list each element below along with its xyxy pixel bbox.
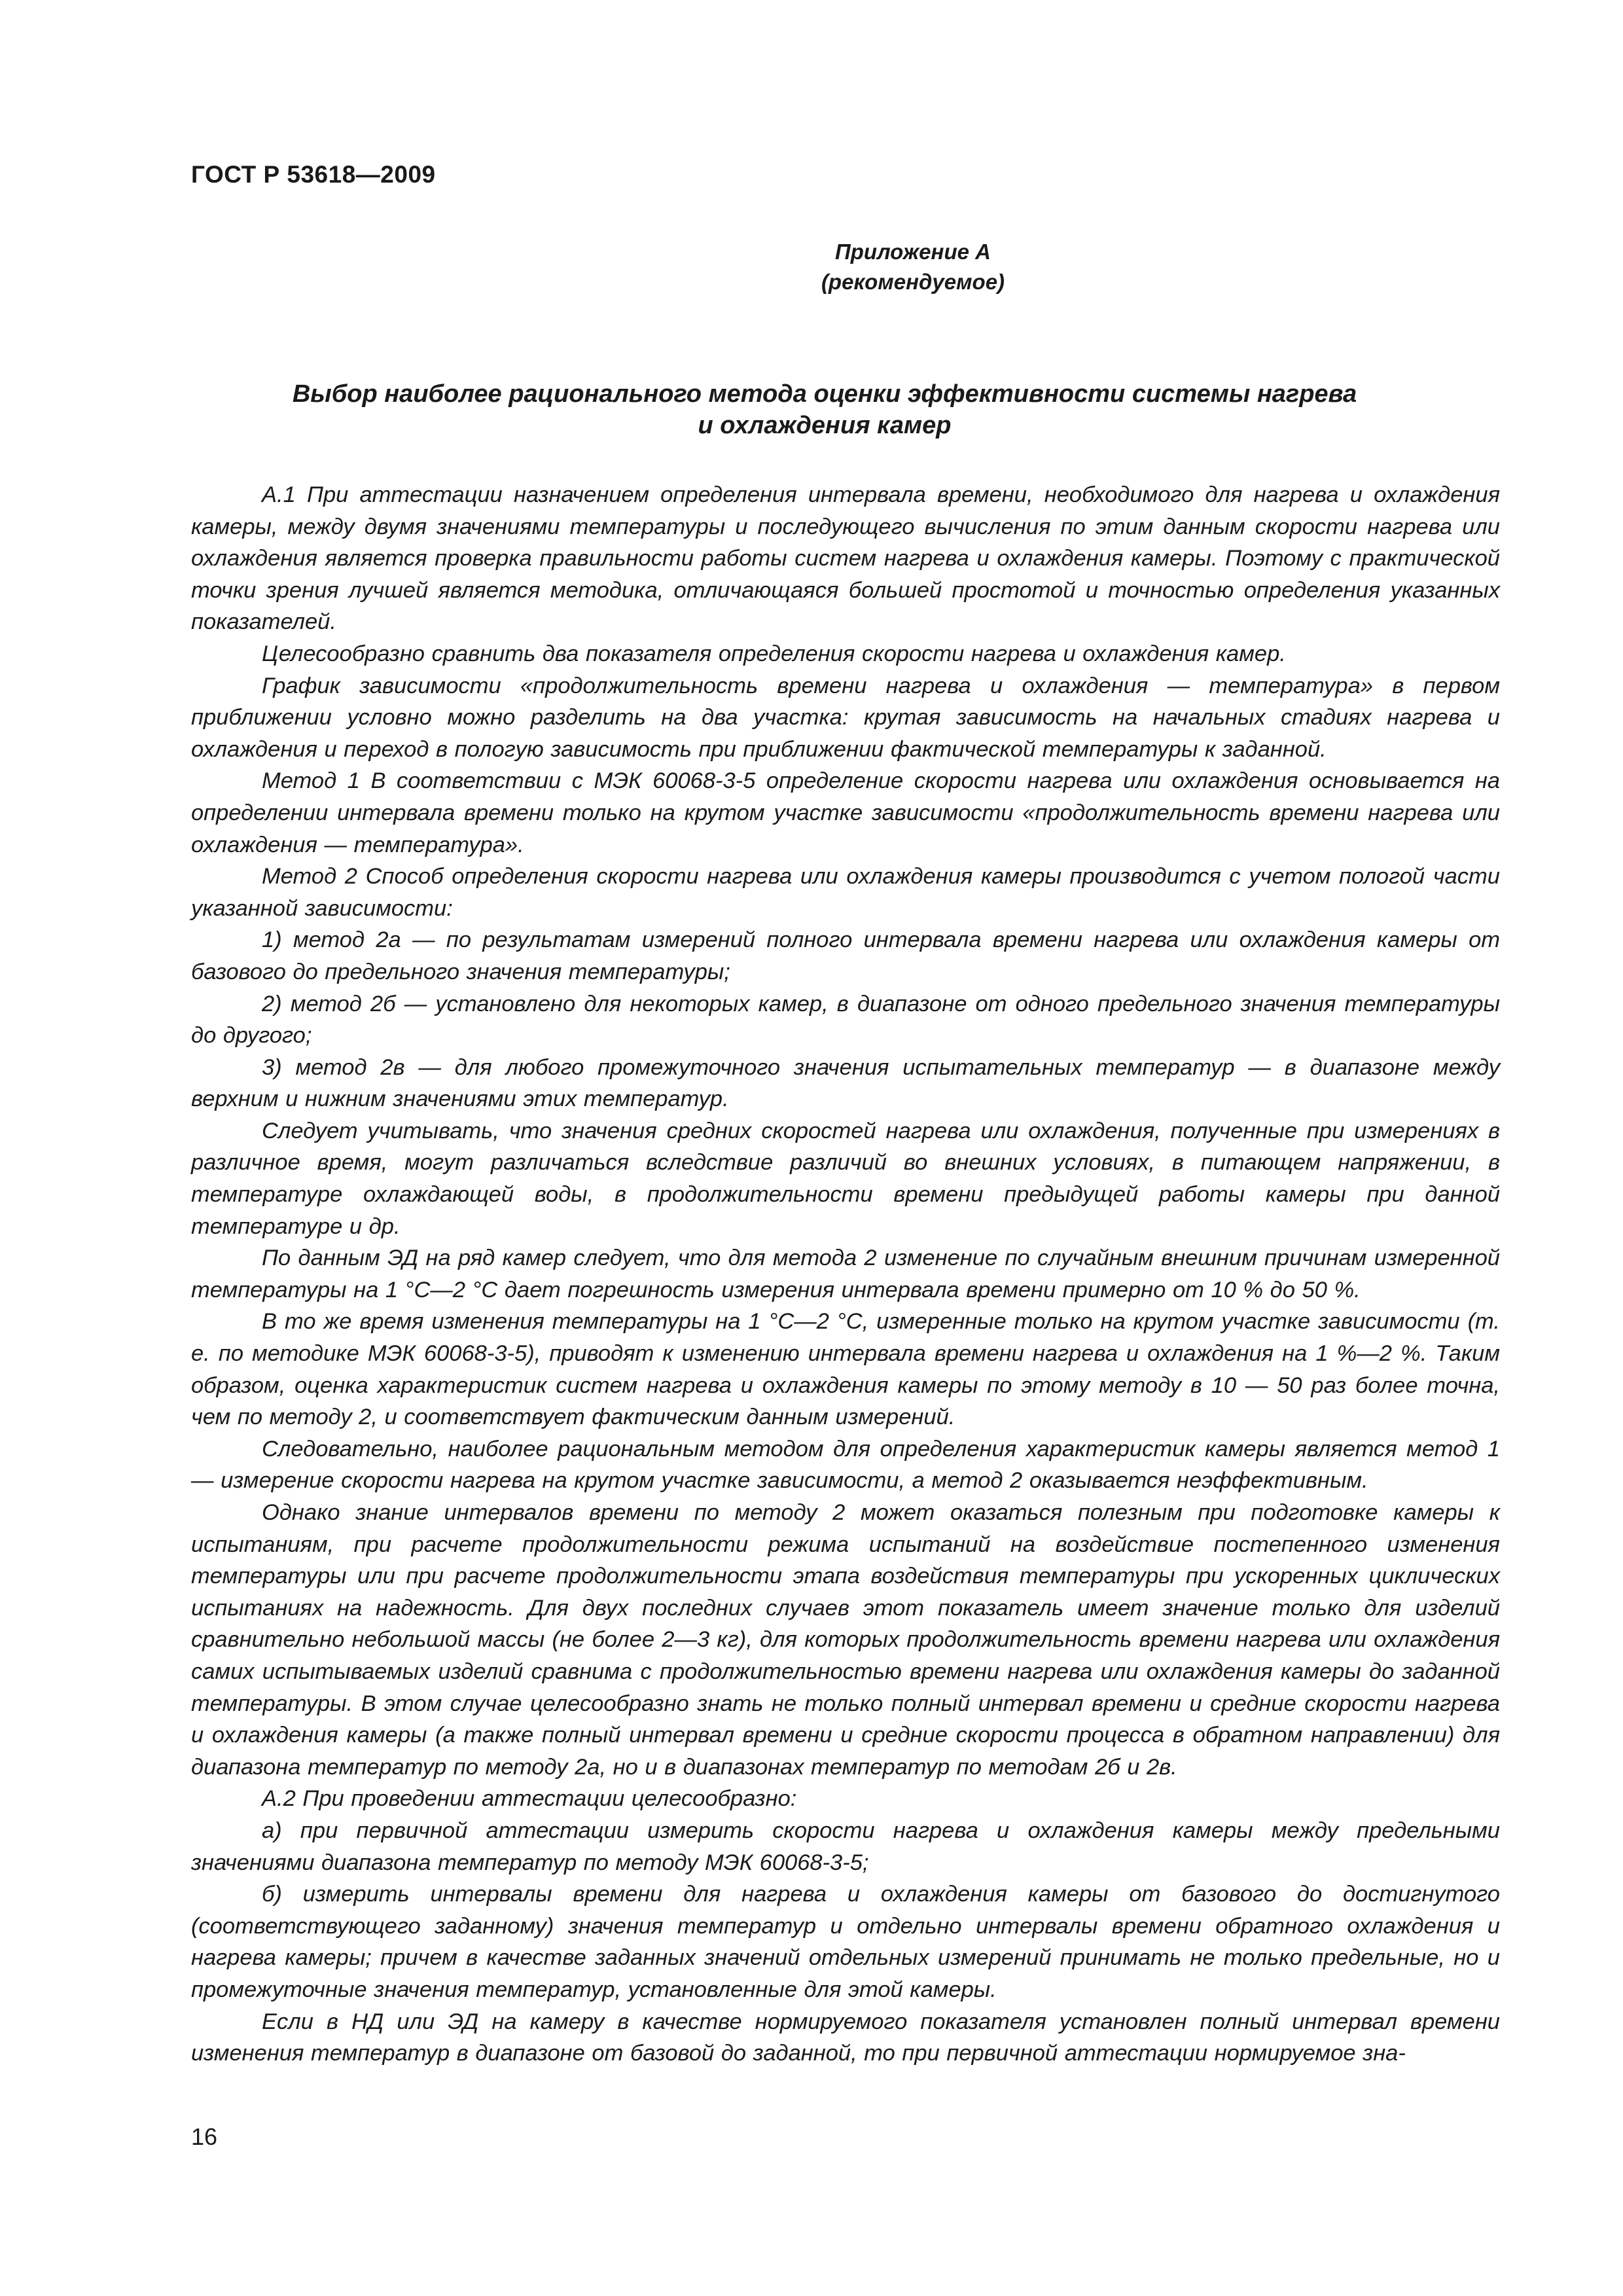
annex-heading: [0, 237, 1623, 297]
paragraph-a2-a: а) при первичной аттестации измерить скорости нагрева и охлаждения камеры между предельными значениями диапазона температур по методу МЭК 60068-3-5;: [191, 1818, 1500, 1875]
paragraph-method-2a: 1) метод 2а — по результатам измерений полного интервала времени нагрева или охлаждения камеры от базового до предельного значения температуры;: [191, 927, 1500, 984]
paragraph-graph: График зависимости «продолжительность времени нагрева и охлаждения — температура» в первом приближении условно можно разделить на два участка: крутая зависимость на начальных стадиях нагрева и охлаждения и переход в пологую зависимость при приближении фактической температуры к заданной.: [191, 673, 1500, 762]
section-title-line-2: и охлаждения камер: [698, 412, 952, 439]
paragraph-accuracy: В то же время изменения температуры на 1 °С—2 °С, измеренные только на крутом участке зависимости (т. е. по методике МЭК 60068-3-5), приводят к изменению интервала времени нагрева и охлаждения на 1 %—2 %. Таким образом, оценка характеристик систем нагрева и охлаждения камеры по этому методу в 10 — 50 раз более точна, чем по методу 2, и соответствует фактическим данным измерений.: [191, 1309, 1500, 1430]
body-text: [191, 479, 1500, 2070]
paragraph-method-2b: 2) метод 2б — установлено для некоторых камер, в диапазоне от одного предельного значения температуры до другого;: [191, 991, 1500, 1049]
paragraph-method-2: Метод 2 Способ определения скорости нагрева или охлаждения камеры производится с учетом пологой части указанной зависимости:: [191, 864, 1500, 921]
paragraph-nd-ed: Если в НД или ЭД на камеру в качестве нормируемого показателя установлен полный интервал времени изменения температур в диапазоне от базовой до заданной, то при первичной аттестации нормируемое зна-: [191, 2009, 1500, 2066]
page-number: 16: [191, 2123, 218, 2150]
section-title-line-1: Выбор наиболее рационального метода оценки эффективности системы нагрева: [292, 380, 1357, 408]
paragraph-a2: А.2 При проведении аттестации целесообразно:: [262, 1786, 797, 1812]
document-header: ГОСТ Р 53618—2009: [191, 161, 436, 188]
paragraph-method-2v: 3) метод 2в — для любого промежуточного значения испытательных температур — в диапазоне между верхним и нижним значениями этих температур.: [191, 1054, 1500, 1112]
paragraph-method-1: Метод 1 В соответствии с МЭК 60068-3-5 определение скорости нагрева или охлаждения основывается на определении интервала времени только на крутом участке зависимости «продолжительность времени нагрева или охлаждения — температура».: [191, 768, 1500, 857]
paragraph-conditions: Следует учитывать, что значения средних скоростей нагрева или охлаждения, полученные при измерениях в различное время, могут различаться вследствие различий во внешних условиях, в питающем напряжении, в температуре охлаждающей воды, в продолжительности времени предыдущей работы камеры при данной температуре и др.: [191, 1118, 1500, 1239]
annex-label: Приложение А: [835, 240, 991, 264]
paragraph-usefulness: Однако знание интервалов времени по методу 2 может оказаться полезным при подготовке камеры к испытаниям, при расчете продолжительности режима испытаний на воздействие постепенного изменения температуры или при расчете продолжительности этапа воздействия температуры при ускоренных циклических испытаниях на надежность. Для двух последних случаев этот показатель имеет значение только для изделий сравнительно небольшой массы (не более 2—3 кг), для которых продолжительность времени нагрева или охлаждения самих испытываемых изделий сравнима с продолжительностью времени нагрева или охлаждения камеры до заданной температуры. В этом случае целесообразно знать не только полный интервал времени и средние скорости нагрева и охлаждения камеры (а также полный интервал времени и средние скорости процесса в обратном направлении) для диапазона температур по методу 2а, но и в диапазонах температур по методам 2б и 2в.: [191, 1500, 1500, 1780]
section-title: [0, 378, 1623, 441]
paragraph-ed-data: По данным ЭД на ряд камер следует, что для метода 2 изменение по случайным внешним причинам измеренной температуры на 1 °С—2 °С дает погрешность измерения интервала времени примерно от 10 % до 50 %.: [191, 1246, 1500, 1302]
annex-type: (рекомендуемое): [821, 270, 1005, 294]
paragraph-compare: Целесообразно сравнить два показателя определения скорости нагрева и охлаждения камер.: [262, 641, 1286, 666]
paragraph-a1: А.1 При аттестации назначением определения интервала времени, необходимого для нагрева и охлаждения камеры, между двумя значениями температуры и последующего вычисления по этим данным скорости нагрева или охлаждения является проверка правильности работы систем нагрева и охлаждения камеры. Поэтому с практической точки зрения лучшей является методика, отличающаяся большей простотой и точностью определения указанных показателей.: [191, 482, 1500, 635]
paragraph-a2-b: б) измерить интервалы времени для нагрева и охлаждения камеры от базового до достигнутого (соответствующего заданному) значения температур и отдельно интервалы времени обратного охлаждения и нагрева камеры; причем в качестве заданных значений отдельных измерений принимать не только предельные, но и промежуточные значения температур, установленные для этой камеры.: [191, 1882, 1500, 2002]
paragraph-conclusion: Следовательно, наиболее рациональным методом для определения характеристик камеры является метод 1 — измерение скорости нагрева на крутом участке зависимости, а метод 2 оказывается неэффективным.: [191, 1436, 1500, 1494]
